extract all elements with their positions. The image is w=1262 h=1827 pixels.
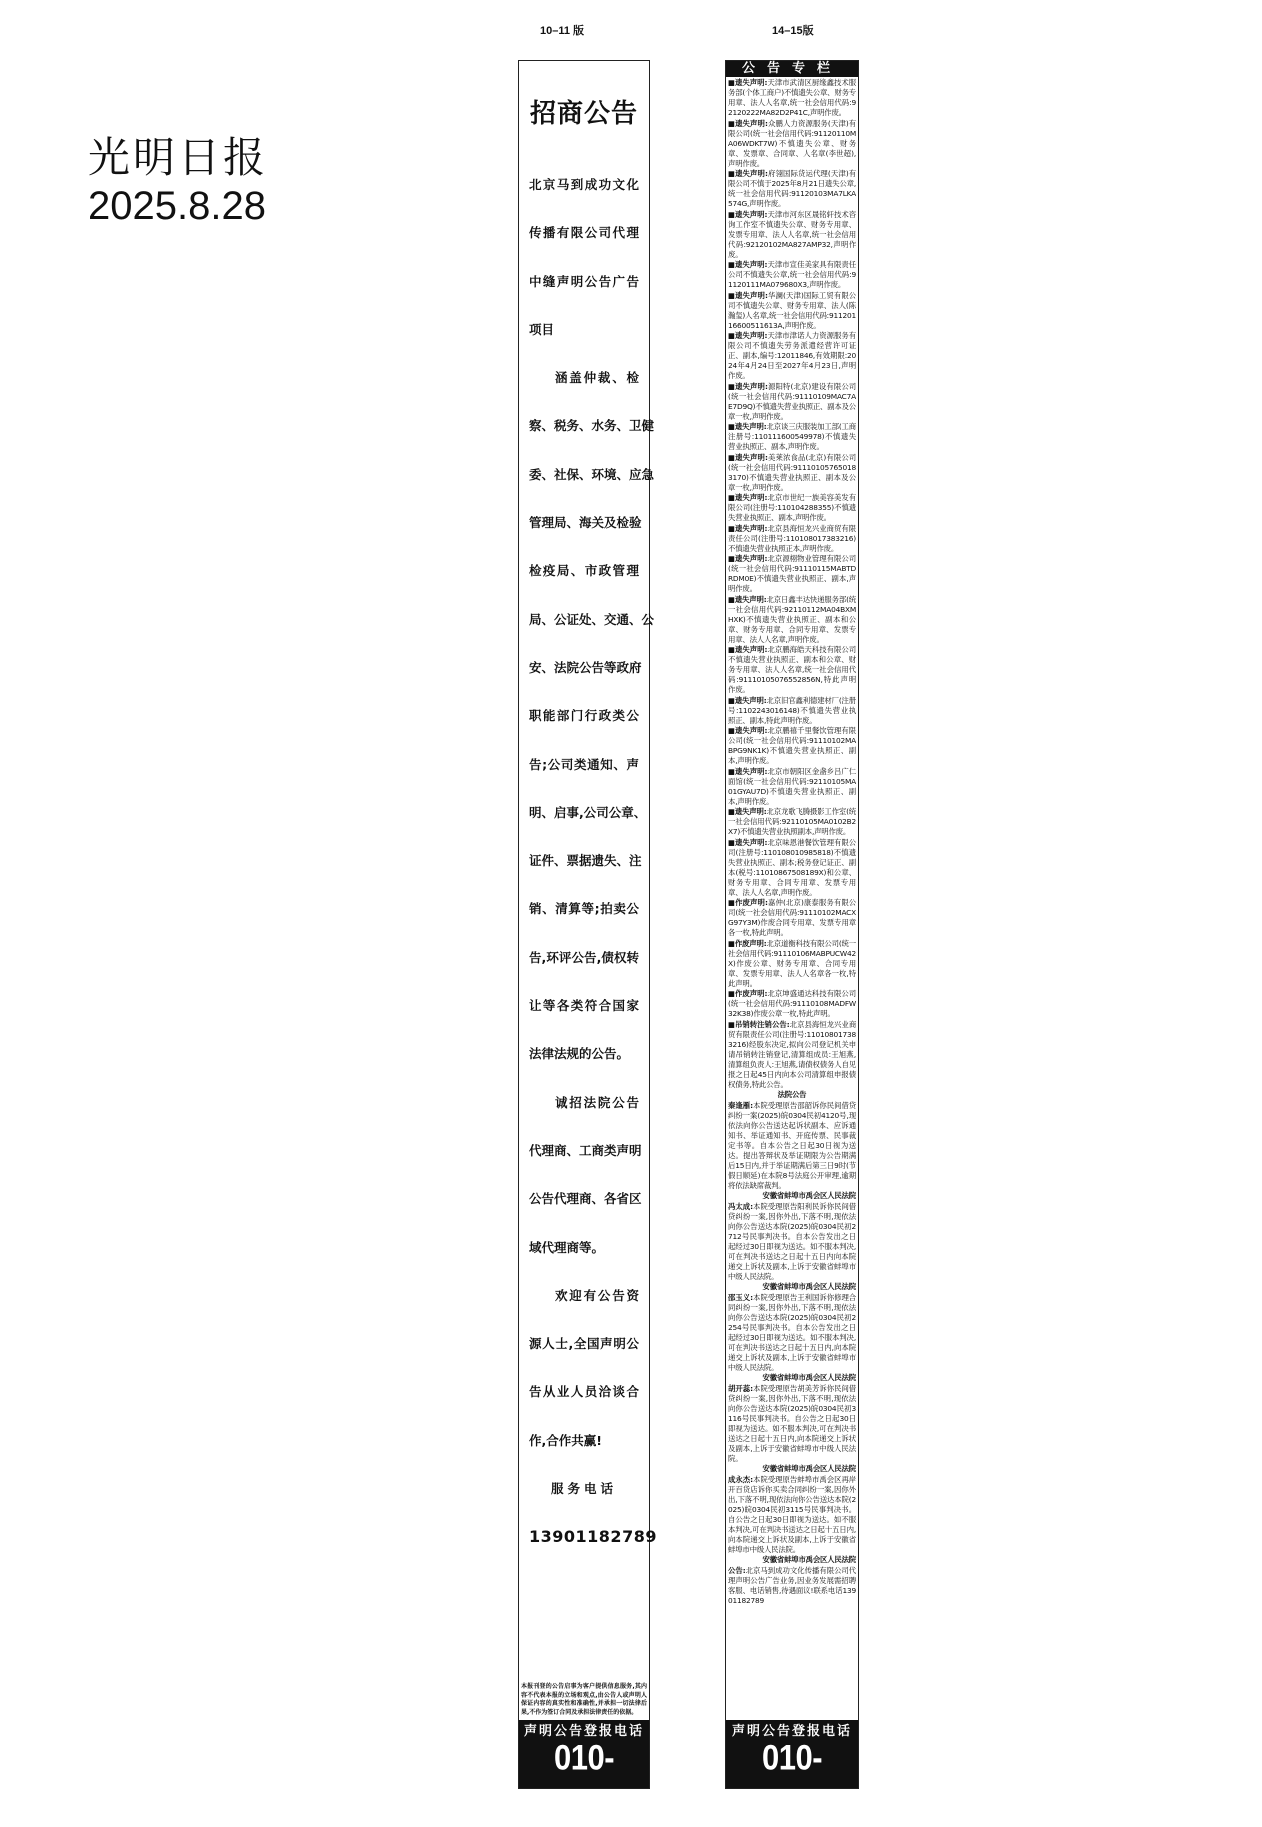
service-phone-number: 13901182789	[529, 1527, 657, 1547]
notice-lead: ■遗失声明:	[728, 260, 768, 269]
notice-text: 源阳特(北京)建设有限公司(统一社会信用代码:91110109MAC7AE7D9Q)不慎遗失营业执照正、副本及公章一枚,声明作废。	[728, 381, 856, 421]
notice-text: 嘉仲(北京)康泰服务有限公司(统一社会信用代码:91110102MACXG97Y3M)作废合同专用章、发票专用章各一枚,特此声明。	[728, 898, 856, 937]
notice-text: 北京鹏海皓天科技有限公司不慎遗失营业执照正、副本和公章、财务专用章、法人人名章,统一社会信用代码:91110105076552856N,特此声明作废。	[728, 645, 856, 694]
notice-text: 本院受理原告胡美芳诉你民间借贷纠纷一案,因你外出,下落不明,现依法向你公告送达本院(2025)皖0304民初3116号民事判决书。自公告之日起30日即视为送达。如不服本判决,可在判决书送达之日起十五日内,向本院递交上诉状及副本,上诉于安徽省蚌埠市中级人民法院。	[728, 1383, 857, 1463]
ad-text-line: 销、清算等;拍卖公	[529, 901, 639, 917]
notice-text: 天津市武清区厨缘鑫技术服务部(个体工商户)不慎遗失公章、财务专用章、法人人名章,统一社会信用代码:92120222MA82D2P41C,声明作废。	[728, 78, 856, 117]
notice-lead: ■遗失声明:	[728, 645, 768, 654]
notice-text: 北京旧官鑫利德建材厂(注册号:1102243016148)不慎遗失营业执照正、副本,特此声明作废。	[728, 695, 856, 725]
notice-lead: 邵玉义:	[728, 1292, 753, 1302]
ad-text-line: 告从业人员洽谈合	[529, 1384, 639, 1400]
ad-text-line: 管理局、海关及检验	[529, 515, 642, 531]
section-heading	[728, 1090, 856, 1100]
notice-lead: ■遗失声明:	[728, 554, 768, 563]
page-label-left: 10–11 版	[540, 25, 585, 37]
notice-list	[726, 77, 858, 1610]
notice-lead: ■遗失声明:	[728, 807, 767, 816]
notice-text: 天津市河东区晟铭轩技术咨询工作室不慎遗失公章、财务专用章、发票专用章、法人人名章,统一社会信用代码:92120102MA827AMP32,声明作废。	[728, 209, 856, 259]
notice-item	[728, 382, 856, 422]
hotline-number: 010-67616666	[519, 1737, 653, 1824]
ad-text-line: 证件、票据遗失、注	[529, 853, 642, 869]
notice-item	[728, 767, 856, 807]
ad-text-line: 告;公司类通知、声	[529, 756, 639, 772]
hotline-label: 声明公告登报电话	[523, 1724, 644, 1739]
notice-item	[728, 1293, 856, 1373]
newspaper-name: 光明日报	[88, 133, 269, 182]
recruitment-ad-column	[518, 60, 657, 1824]
ad-text-line: 检疫局、市政管理	[529, 563, 639, 579]
notice-text: 天津市津诺人力资源服务有限公司不慎遗失劳务派遣经营许可证正、副本,编号:12011846,有效期限:2024年4月24日至2027年4月23日,声明作废。	[728, 331, 856, 380]
notice-item	[728, 119, 856, 169]
notice-column	[725, 60, 860, 1824]
column-spacer	[519, 1562, 649, 1677]
notice-item	[728, 1566, 856, 1606]
ad-text-line: 代理商、工商类声明	[529, 1142, 642, 1158]
notice-text: 安徽省蚌埠市禹会区人民法院	[762, 1373, 856, 1382]
hotline-label: 声明公告登报电话	[731, 1724, 852, 1739]
notice-text: 北京源栩物业管理有限公司(统一社会信用代码:91110115MABTDRDM0E)不慎遗失营业执照正、副本,声明作废。	[728, 554, 856, 593]
notice-text: 北京龙歌飞腾摄影工作室(统一社会信用代码:92110105MA0102B2X7)不慎遗失营业执照副本,声明作废。	[728, 807, 856, 836]
notice-item	[728, 807, 856, 837]
notice-lead: ■遗失声明:	[728, 381, 768, 391]
notice-text: 美莱浓食品(北京)有限公司(统一社会信用代码:911101057650183170)不慎遗失营业执照正、副本及公章一枚,声明作废。	[728, 452, 856, 492]
issue-date: 2025.8.28	[88, 184, 266, 228]
notice-item	[728, 595, 856, 645]
notice-lead: 胡开蕊:	[728, 1383, 753, 1393]
notice-lead: ■吊销转注销公告:	[728, 1019, 790, 1029]
notice-text: 北京谈三庆服装加工部(工商注册号:110111600549978)不慎遗失营业执照正、副本,声明作废。	[728, 422, 856, 451]
court-signature	[728, 1555, 856, 1565]
notice-lead: ■遗失声明:	[728, 523, 768, 533]
ad-text-line: 诚招法院公告	[555, 1094, 639, 1110]
notice-lead: 公告:	[728, 1565, 746, 1575]
ad-text-line: 作,合作共赢!	[529, 1432, 602, 1448]
ad-text-line: 察、税务、水务、卫健	[529, 418, 655, 434]
ad-title: 招商公告	[529, 99, 638, 129]
notice-text: 府翎国际货运代理(天津)有限公司不慎于2025年8月21日遗失公章,统一社会信用代码:91120103MA7LKA574G,声明作废。	[728, 169, 856, 208]
notice-text: 本院受理原告王利国诉你修理合同纠纷一案,因你外出,下落不明,现依法向你公告送达本院(2025)皖0304民初2254号民事判决书。自本公告发出之日起经过30日即视为送达。如不服本判决,可在判决书送达之日起十五日内,向本院递交上诉状及副本,上诉于安徽省蚌埠市中级人民法院。	[728, 1292, 857, 1372]
notice-item	[728, 422, 856, 452]
notice-item	[728, 1475, 856, 1555]
notice-lead: 冯太成:	[728, 1201, 753, 1211]
notice-lead: 成永杰:	[728, 1474, 753, 1484]
hotline-box	[519, 1720, 653, 1824]
notice-lead: ■遗失声明:	[728, 78, 768, 87]
ad-text-line: 委、社保、环境、应急	[529, 466, 655, 482]
notice-item	[728, 1202, 856, 1282]
notice-text: 安徽省蚌埠市禹会区人民法院	[762, 1191, 856, 1200]
notice-text: 北京市世纪一族美容美发有限公司(注册号:110104288355)不慎遗失营业执照正、副本,声明作废。	[728, 493, 856, 522]
notice-item	[728, 1101, 856, 1191]
ad-text-line: 域代理商等。	[529, 1239, 605, 1255]
notice-lead: ■遗失声明:	[728, 331, 768, 340]
notice-item	[728, 210, 856, 260]
column-spacer	[726, 1610, 858, 1720]
hotline-box	[726, 1720, 860, 1824]
notice-text: 北京坤盛通达科技有限公司(统一社会信用代码:91110108MADFW32K38)作废公章一枚,特此声明。	[728, 989, 856, 1018]
notice-text: 北京县海恒龙兴业商贸有限责任公司(注册号:110108017383216)不慎遗失营业执照正本,声明作废。	[728, 523, 856, 553]
notice-item	[728, 493, 856, 523]
notice-text: 北京鹏禧千里餐饮管理有限公司(统一社会信用代码:91110102MABPG9NK1K)不慎遗失营业执照正、副本,声明作废。	[728, 726, 856, 765]
notice-lead: ■作废声明:	[728, 938, 767, 948]
notice-text: 安徽省蚌埠市禹会区人民法院	[762, 1464, 856, 1473]
ad-text-line: 涵盖仲裁、检	[555, 370, 639, 386]
court-signature	[728, 1191, 856, 1201]
notice-item	[728, 169, 856, 209]
ad-text-line: 传播有限公司代理	[529, 225, 639, 241]
notice-text: 众鹏人力资源服务(天津)有限公司(统一社会信用代码:91120110MA06WDKT7W)不慎遗失公章、财务章、发票章、合同章、人名章(李世超),声明作废。	[728, 118, 856, 168]
court-signature	[728, 1464, 856, 1474]
notice-item	[728, 989, 856, 1019]
notice-lead: ■作废声明:	[728, 989, 768, 998]
notice-lead: ■遗失声明:	[728, 695, 767, 705]
notice-item	[728, 331, 856, 381]
notice-item	[728, 524, 856, 554]
ad-text-line: 明、启事,公司公章、	[529, 804, 647, 820]
court-signature	[728, 1282, 856, 1292]
ad-body	[519, 161, 657, 1562]
notice-lead: ■遗失声明:	[728, 290, 768, 300]
notice-text: 北京县海恒龙兴业商贸有限责任公司(注册号:110108017383216)经股东决定,拟向公司登记机关申请吊销转注销登记,清算组成员:王旭燕,清算组负责人:王旭燕,请债权债务人自见报之日起45日内向本公司清算组申报债权债务,特此公告。	[728, 1019, 857, 1089]
notice-lead: ■遗失声明:	[728, 452, 768, 462]
notice-lead: ■遗失声明:	[728, 169, 768, 178]
notice-text: 法院公告	[777, 1090, 807, 1099]
notice-lead: ■遗失声明:	[728, 594, 767, 604]
service-phone-label: 服务电话	[550, 1481, 617, 1497]
notice-item	[728, 939, 856, 989]
notice-text: 本院受理原告蚌埠市禹会区再岸开百货店诉你买卖合同纠纷一案,因你外出,下落不明,现依法向你公告送达本院(2025)皖0304民初3115号民事判决书。自公告之日起30日即视为送达。如不服本判决,可在判决书送达之日起十五日内,向本院递交上诉状及副本,上诉于安徽省蚌埠市中级人民法院。	[728, 1474, 857, 1554]
notice-lead: ■遗失声明:	[728, 766, 768, 776]
notice-item	[728, 453, 856, 493]
notice-lead: 秦逢雁:	[728, 1100, 753, 1110]
notice-lead: ■遗失声明:	[728, 493, 768, 502]
ad-text-line: 法律法规的公告。	[529, 1046, 630, 1062]
notice-lead: ■遗失声明:	[728, 422, 767, 431]
notice-text: 本院受理原告邵韶诉你民间借贷纠纷一案(2025)皖0304民初4120号,现依法向你公告送达起诉状副本、应诉通知书、举证通知书、开庭传票、民事裁定书等。自本公告之日起30日视为送达。提出答辩状及举证期限为公告期满后15日内,并于举证期满后第三日9时(节假日顺延)在本院8号法庭公开审理,逾期将依法缺席裁判。	[728, 1100, 857, 1190]
notice-item	[728, 260, 856, 290]
page-label-right: 14–15版	[772, 25, 814, 37]
notice-item	[728, 78, 856, 118]
ad-text-line: 北京马到成功文化	[529, 177, 639, 192]
notice-text: 安徽省蚌埠市禹会区人民法院	[762, 1555, 856, 1564]
notice-lead: ■遗失声明:	[728, 209, 768, 219]
ad-text-line: 欢迎有公告资	[555, 1287, 639, 1303]
notice-item	[728, 1020, 856, 1090]
ad-text-line: 局、公证处、交通、公	[529, 611, 655, 627]
notice-column-header: 公告专栏	[726, 61, 858, 77]
court-signature	[728, 1373, 856, 1383]
notice-text: 北京市朝阳区金盏乡吕广仁面馆(统一社会信用代码:92110105MA01GYAU7D)不慎遗失营业执照正、副本,声明作废。	[728, 766, 856, 806]
notice-item	[728, 291, 856, 331]
notice-lead: ■遗失声明:	[728, 837, 768, 847]
ad-text-line: 中缝声明公告广告	[529, 273, 639, 289]
notice-lead: ■遗失声明:	[728, 118, 768, 128]
notice-lead: ■作废声明:	[728, 898, 768, 907]
ad-text-line: 安、法院公告等政府	[529, 659, 642, 675]
notice-text: 华澜(天津)国际工贸有限公司不慎遗失公章、财务专用章、法人(陈瀚玺)人名章,统一社会信用代码:91120116600511613A,声明作废。	[728, 290, 856, 330]
notice-text: 本院受理原告阳利民诉你民间借贷纠纷一案,因你外出,下落不明,现依法向你公告送达本院(2025)皖0304民初2712号民事判决书。自本公告发出之日起经过30日即视为送达。如不服本判决,可在判决书送达之日起十五日内向本院递交上诉状及副本,上诉于安徽省蚌埠市中级人民法院。	[728, 1201, 857, 1281]
notice-text: 北京道衡科技有限公司(统一社会信用代码:91110106MABPUCW42X)作废公章、财务专用章、合同专用章、发票专用章、法人人名章各一枚,特此声明。	[728, 938, 856, 988]
notice-item	[728, 898, 856, 938]
ad-text-line: 告,环评公告,债权转	[529, 949, 639, 965]
notice-text: 安徽省蚌埠市禹会区人民法院	[762, 1282, 856, 1291]
ad-text-line: 职能部门行政类公	[529, 708, 639, 724]
ad-text-line: 源人士,全国声明公	[529, 1336, 639, 1352]
notice-text: 北京味恩港餐饮管理有限公司(注册号:110108010985818)不慎遗失营业执照正、副本;税务登记证正、副本(税号:11010867508189X)和公章、财务专用章、合同专用章、发票专用章、法人人名章,声明作废。	[728, 837, 856, 897]
disclaimer: 本报刊登的公告启事为客户提供信息服务,其内容不代表本报的立场和观点,由公告人或声明人保证内容的真实性和准确性,并承担一切法律后果,不作为签订合同及承担法律责任的依据。	[521, 1683, 647, 1716]
notice-text: 天津市宣佳美家具有限责任公司不慎遗失公章,统一社会信用代码:91120111MA079680X3,声明作废。	[728, 260, 856, 289]
notice-text: 北京马到成功文化传播有限公司代理声明公告广告业务,因业务发展需招聘客服、电话销售,待遇面议!联系电话13901182789	[728, 1565, 856, 1605]
ad-text-line: 项目	[529, 321, 555, 337]
notice-lead: ■遗失声明:	[728, 726, 768, 735]
masthead	[88, 134, 268, 230]
ad-text-line: 让等各类符合国家	[529, 998, 639, 1014]
ad-text-line: 公告代理商、各省区	[529, 1191, 642, 1207]
notice-item	[728, 838, 856, 898]
notice-item	[728, 1384, 856, 1464]
notice-text: 北京日鑫丰达快递服务部(统一社会信用代码:92110112MA04BXMHXK)不慎遗失营业执照正、副本和公章、财务专用章、合同专用章、发票专用章、法人人名章,声明作废。	[728, 594, 856, 644]
notice-item	[728, 726, 856, 766]
notice-item	[728, 554, 856, 594]
notice-item	[728, 696, 856, 726]
notice-item	[728, 645, 856, 695]
hotline-number: 010-67616666	[726, 1737, 860, 1824]
